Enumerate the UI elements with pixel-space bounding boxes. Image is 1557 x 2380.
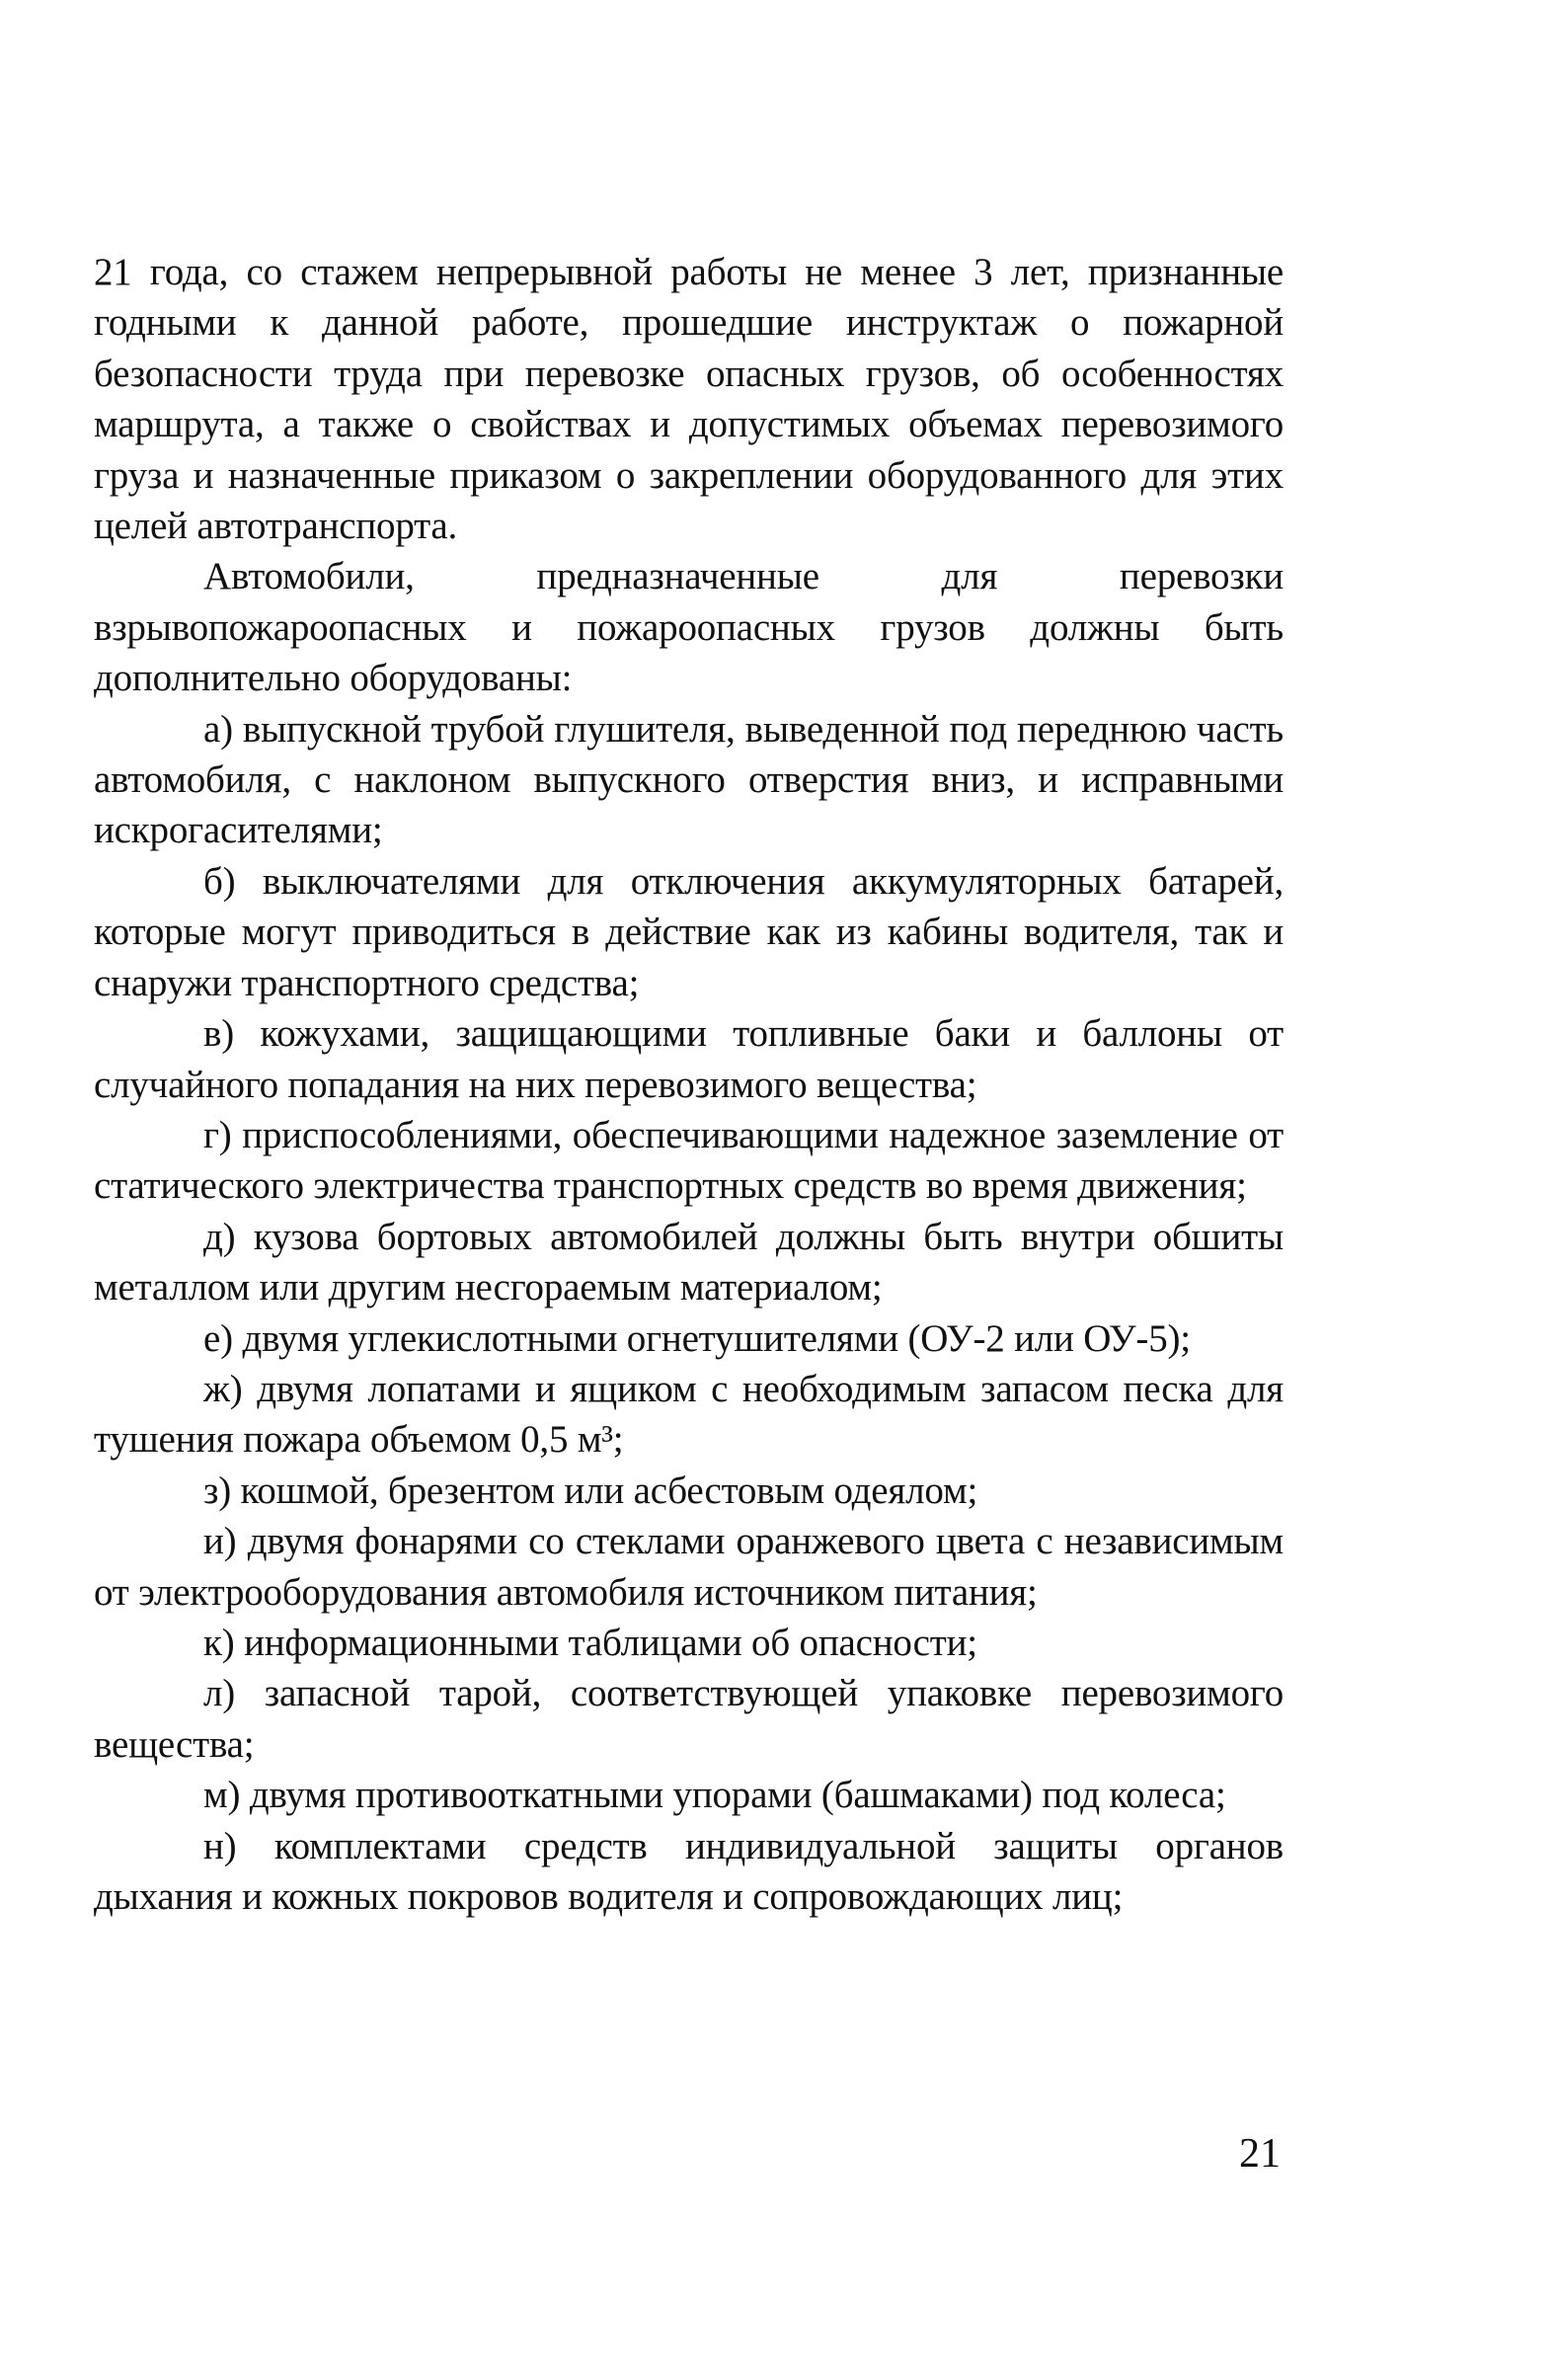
- list-item-k: к) информационными таблицами об опасности;: [203, 1621, 977, 1664]
- list-item-m: м) двумя противооткатными упорами (башмаками) под колеса;: [203, 1774, 1226, 1817]
- list-item-b: б) выключателями для отключения аккумуляторных батарей, которые могут приводиться в действие как из кабины водителя, так и снаружи транспортного средства;: [94, 859, 1284, 1004]
- list-item-i: и) двумя фонарями со стеклами оранжевого цвета с независимым от электрооборудования автомобиля источником питания;: [94, 1520, 1284, 1614]
- list-item-l: л) запасной тарой, соответствующей упаковке перевозимого вещества;: [94, 1672, 1284, 1766]
- list-item-v: в) кожухами, защищающими топливные баки и баллоны от случайного попадания на них перевозимого вещества;: [94, 1012, 1284, 1106]
- paragraph-intro-continuation: 21 года, со стажем непрерывной работы не менее 3 лет, признанные годными к данной работе, прошедшие инструктаж о пожарной безопасности труда при перевозке опасных грузов, об особенностях маршрута, а также о свойствах и допустимых объемах перевозимого груза и назначенные приказом о закреплении оборудованного для этих целей автотранспорта.: [94, 251, 1284, 548]
- paragraph-vehicles-equipment: Автомобили, предназначенные для перевозки взрывопожароопасных и пожароопасных грузов должны быть дополнительно оборудованы:: [94, 555, 1284, 700]
- list-item-z: з) кошмой, брезентом или асбестовым одеялом;: [203, 1468, 978, 1512]
- list-item-zh: ж) двумя лопатами и ящиком с необходимым запасом песка для тушения пожара объемом 0,5 м³;: [94, 1367, 1284, 1462]
- list-item-d: д) кузова бортовых автомобилей должны быть внутри обшиты металлом или другим несгораемым материалом;: [94, 1215, 1284, 1309]
- page-number: 21: [1239, 2131, 1281, 2177]
- list-item-e: е) двумя углекислотными огнетушителями (ОУ-2 или ОУ-5);: [203, 1316, 1191, 1360]
- list-item-g: г) приспособлениями, обеспечивающими надежное заземление от статического электричества транспортных средств во время движения;: [94, 1113, 1284, 1208]
- list-item-n: н) комплектами средств индивидуальной защиты органов дыхания и кожных покровов водителя и сопровождающих лиц;: [94, 1824, 1284, 1918]
- list-item-a: а) выпускной трубой глушителя, выведенной под переднюю часть автомобиля, с наклоном выпускного отверстия вниз, и исправными искрогасителями;: [94, 707, 1284, 852]
- page-body: [94, 247, 1284, 1922]
